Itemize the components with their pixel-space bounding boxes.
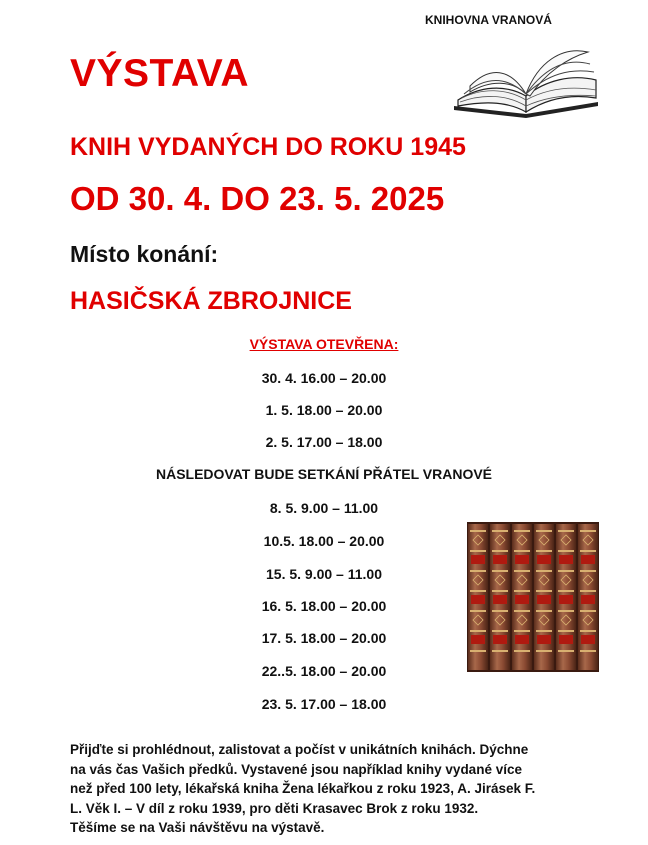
venue-label: Místo konání:: [70, 241, 219, 267]
invitation-text: [70, 740, 590, 838]
exhibition-subtitle: KNIH VYDANÝCH DO ROKU 1945: [70, 133, 466, 161]
venue-name: HASIČSKÁ ZBROJNICE: [70, 287, 352, 315]
invitation-line: L. Věk I. – V díl z roku 1939, pro děti Krasavec Brok z roku 1932.: [70, 800, 479, 816]
opening-slot: 1. 5. 18.00 – 20.00: [265, 402, 383, 418]
library-name: KNIHOVNA VRANOVÁ: [425, 13, 552, 27]
opening-slot: 17. 5. 18.00 – 20.00: [261, 630, 387, 646]
exhibition-dates: OD 30. 4. DO 23. 5. 2025: [70, 180, 445, 217]
opening-slot: 10.5. 18.00 – 20.00: [263, 533, 385, 549]
old-books-image: [467, 522, 599, 672]
invitation-line: než před 100 lety, lékařská kniha Žena lékařkou z roku 1923, A. Jirásek F.: [70, 781, 536, 796]
opening-slot: 22..5. 18.00 – 20.00: [261, 663, 387, 679]
opening-slot: 15. 5. 9.00 – 11.00: [266, 566, 382, 582]
opening-slot: 16. 5. 18.00 – 20.00: [261, 598, 387, 614]
invitation-line: na vás čas Vašich předků. Vystavené jsou například knihy vydané více: [70, 761, 522, 777]
opening-slot: 30. 4. 16.00 – 20.00: [261, 370, 387, 386]
opening-slot: 2. 5. 17.00 – 18.00: [265, 434, 383, 450]
invitation-line: Přijďte si prohlédnout, zalistovat a počíst v unikátních knihách. Dýchne: [70, 742, 529, 757]
opening-hours-heading: VÝSTAVA OTEVŘENA:: [249, 336, 399, 352]
open-book-icon: [450, 36, 602, 118]
opening-slot: 23. 5. 17.00 – 18.00: [261, 696, 387, 712]
exhibition-title: VÝSTAVA: [70, 52, 250, 95]
opening-slot: 8. 5. 9.00 – 11.00: [269, 500, 379, 516]
followup-note: NÁSLEDOVAT BUDE SETKÁNÍ PŘÁTEL VRANOVÉ: [155, 466, 493, 482]
invitation-line: Těšíme se na Vaši návštěvu na výstavě.: [70, 820, 325, 835]
